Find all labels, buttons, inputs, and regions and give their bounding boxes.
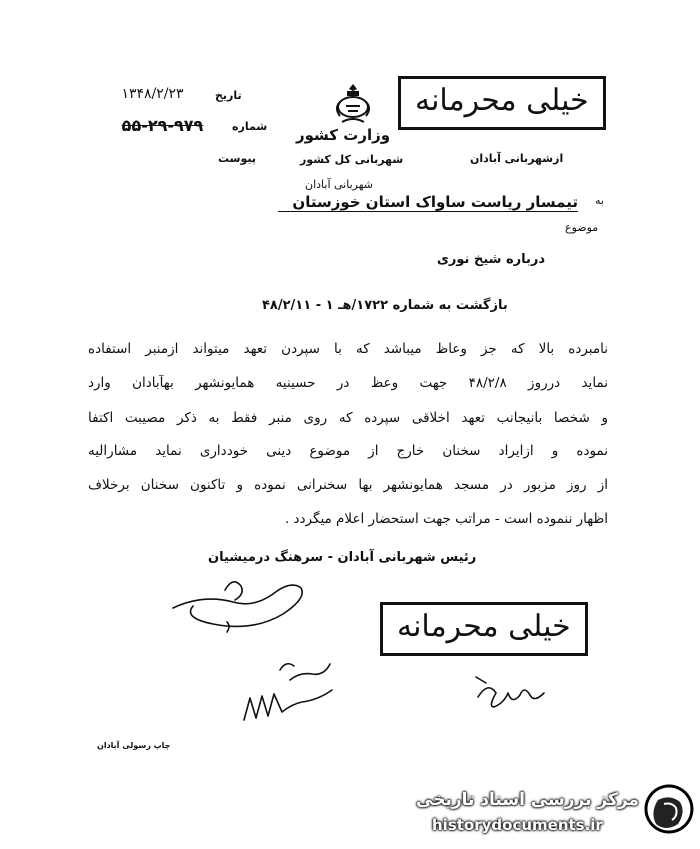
recipient-value: تیمسار ریاست ساواک استان خوزستان [278, 193, 578, 212]
signatory-line: رئیس شهربانی آبادان - سرهنگ درمیشیان [208, 550, 477, 565]
top-classification-stamp: خیلی محرمانه [398, 76, 606, 130]
subject-value: درباره شیخ نوری [437, 252, 546, 267]
body-line-last: اظهار ننموده است - مراتب جهت استحضار اعلام میگردد . [284, 511, 608, 527]
body-line: نموده و ازایراد سخنان خارج از موضوع دینی خودداری نماید مشارالیه [88, 443, 608, 459]
handwritten-note-icon [240, 650, 360, 730]
reference-line: بازگشت به شماره ۱۷۲۲/هـ ۱ - ۴۸/۲/۱۱ [262, 298, 508, 313]
watermark-url: historydocuments.ir [432, 816, 603, 834]
signature-icon [165, 570, 315, 640]
watermark-title: مرکز بررسی اسناد تاریخی [416, 790, 639, 810]
recipient-prefix: به [595, 194, 604, 207]
body-line: از روز مزبور در مسجد همایونشهر بها سخنرانی نموده و تاکنون سخنان برخلاف [88, 477, 608, 493]
attachment-label: پیوست [218, 152, 256, 165]
from-line: ازشهربانی آبادان [470, 152, 564, 165]
subject-label: موضوع [565, 221, 599, 234]
bottom-classification-stamp: خیلی محرمانه [380, 602, 588, 656]
number-value: ۵۵-۲۹-۹۷۹ [121, 116, 204, 135]
date-label: تاریخ [215, 89, 242, 102]
ministry-title: وزارت کشور [296, 126, 391, 144]
police-hq: شهربانی کل کشور [300, 153, 404, 166]
watermark [398, 782, 698, 842]
logo-icon [644, 784, 694, 838]
date-value: ۱۳۴۸/۲/۲۳ [121, 86, 184, 102]
initials-icon [470, 665, 560, 715]
body-line: و شخصا بانیجانب تعهد اخلاقی سپرده که روی منبر فقط به ذکر مصیبت اکتفا [88, 410, 608, 426]
emblem-icon [330, 80, 376, 128]
number-label: شماره [232, 120, 268, 133]
city-police: شهربانی آبادان [305, 178, 373, 191]
printer-footer: چاپ رسولی آبادان [97, 741, 171, 750]
body-line: نماید درروز ۴۸/۲/۸ جهت وعظ در حسینیه همایونشهر بهآبادان وارد [88, 375, 608, 391]
body-line: نامبرده بالا که جز وعاظ میباشد که با سپردن تعهد میتواند ازمنبر استفاده [88, 341, 608, 357]
